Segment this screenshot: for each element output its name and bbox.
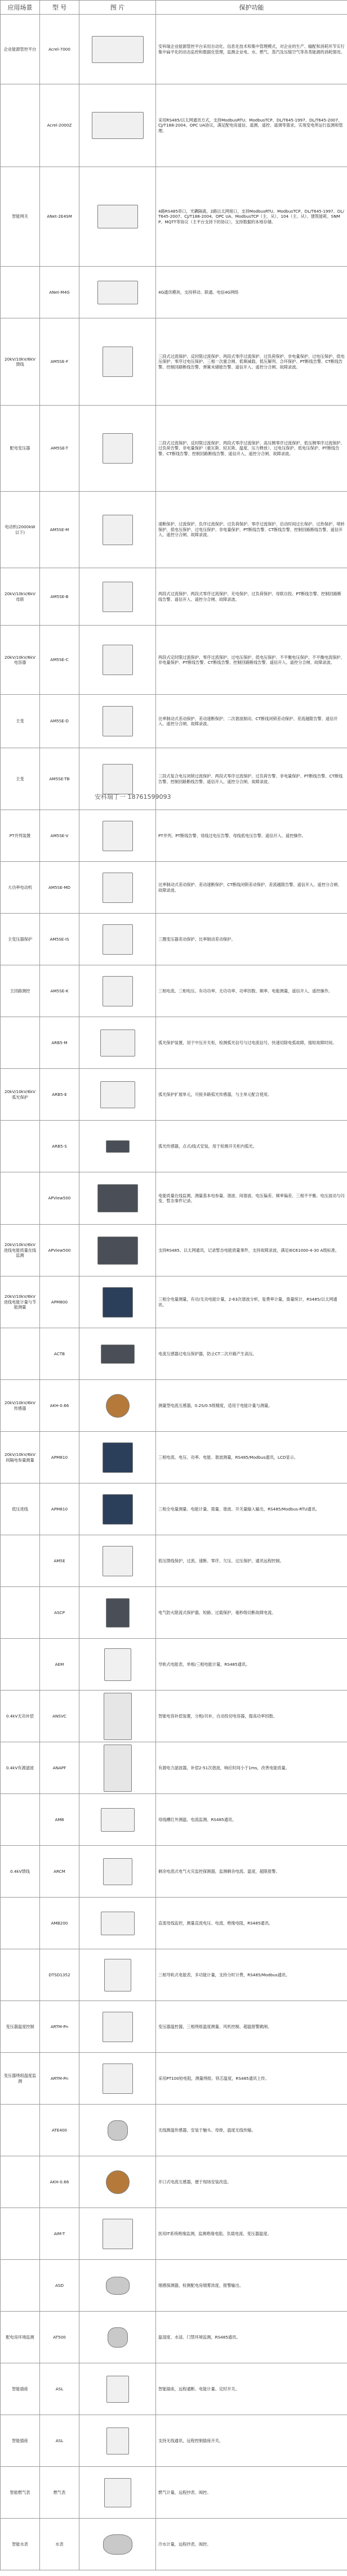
wireless-sensor-icon: [108, 2327, 128, 2348]
row-image: [79, 1587, 156, 1639]
table-row: [1, 1380, 347, 1432]
row-image: [79, 2415, 156, 2467]
row-scene: PT并列装置: [1, 810, 40, 862]
row-scene: 0.4kV馈线: [1, 1846, 40, 1898]
row-image: [79, 2156, 156, 2208]
table-row: [1, 2415, 347, 2467]
row-image: [79, 267, 156, 318]
row-function: 电能质量在线监测，测量基本电参量、谐波、间谐波、电压偏差、频率偏差、三相不平衡、电压波动与闪变、暂态事件记录。: [156, 1172, 347, 1225]
protection-relay-icon: [103, 515, 133, 545]
row-model: APM810: [40, 1483, 79, 1535]
table-row: [1, 1846, 347, 1898]
row-image: [79, 1432, 156, 1483]
row-image: [79, 1017, 156, 1069]
row-image: [79, 862, 156, 914]
row-scene: 变压器绕组温度监测: [1, 2053, 40, 2105]
row-function: 智能插座，远程通断、电能计量、定时开关。: [156, 2363, 347, 2415]
row-model: APView500: [40, 1172, 79, 1225]
row-function: 冷水计量，远程抄表、阀控。: [156, 2519, 347, 2570]
table-row: [1, 568, 347, 626]
table-row: [1, 1172, 347, 1225]
table-row: [1, 1691, 347, 1742]
table-row: [1, 267, 347, 318]
row-scene: 低压进线: [1, 1483, 40, 1535]
row-scene: [1, 1898, 40, 1949]
protection-relay-icon: [103, 645, 133, 675]
row-image: [79, 1535, 156, 1587]
gateway-module-icon: [97, 281, 138, 304]
row-function: 三相电流、三相电压、有功功率、无功功率、功率因数、频率、电能测量，遥信开入、遥控操作。: [156, 965, 347, 1017]
row-scene: 主回路测控: [1, 965, 40, 1017]
row-scene: 20kV/10kV/6kV传感器: [1, 1380, 40, 1432]
filter-cabinet-icon: [104, 1745, 132, 1792]
row-function: 支持无线通讯，远程控制插座开关。: [156, 2415, 347, 2467]
table-row: [1, 1276, 347, 1328]
row-image: [79, 1483, 156, 1535]
row-model: ARTM-Pn: [40, 2053, 79, 2105]
row-image: [79, 695, 156, 748]
table-row: [1, 318, 347, 406]
table-row: [1, 626, 347, 695]
row-function: 三相全电量测量，有功/无功电能计量，2-63次谐波分析，复费率计量，需量统计，RS485/以太网通讯。: [156, 1276, 347, 1328]
row-function: 无线测温传感器，安装于触头、母排，温度无线传输。: [156, 2105, 347, 2156]
row-model: ANet-2E4SM: [40, 167, 79, 267]
busbar-monitor-icon: [101, 1912, 135, 1935]
table-row: [1, 2105, 347, 2156]
row-scene: [1, 2208, 40, 2260]
row-function: 有源电力滤波器，补偿2-51次谐波，响应时间小于1ms，改善电能质量。: [156, 1742, 347, 1794]
row-scene: 20kV/10kV/6kV进线电能质量在线监测: [1, 1225, 40, 1276]
row-model: DTSD1352: [40, 1949, 79, 2001]
current-transformer-icon: [106, 2170, 130, 2194]
protection-relay-icon: [103, 821, 133, 851]
row-image: [79, 626, 156, 695]
row-function: 三段式复合电压闭锁过流保护、两段式零序过流保护、过负荷告警、非电量保护、PT断线告警、CT断线告警、控制回路断线告警、遥信开入、遥控分合闸、故障录波。: [156, 748, 347, 810]
table-row: [1, 2312, 347, 2363]
table-row: [1, 2053, 347, 2105]
smart-socket-icon: [106, 2376, 129, 2403]
table-row: [1, 2001, 347, 2053]
row-image: [79, 1846, 156, 1898]
row-image: [79, 2053, 156, 2105]
protection-relay-icon: [103, 347, 133, 377]
table-row: [1, 810, 347, 862]
row-function: 母线槽红外测温、电流监测、RS485通讯。: [156, 1794, 347, 1846]
row-model: ASL: [40, 2363, 79, 2415]
power-quality-icon: [97, 1184, 138, 1212]
row-model: AM5E: [40, 1535, 79, 1587]
row-model: ASL: [40, 2415, 79, 2467]
row-function: 变压器温控器，三相绕组温度测量、风机控制、超温报警跳闸。: [156, 2001, 347, 2053]
row-image: [79, 406, 156, 492]
table-row: [1, 1639, 347, 1691]
row-function: 4G通讯模块，支持移动、联通、电信4G网络: [156, 267, 347, 318]
row-function: 比率制动式差动保护、差动速断保护、CT断线闭锁差动保护、差流越限告警、遥信开入、遥控分合闸、故障录波。: [156, 862, 347, 914]
row-function: PT并列、PT断线告警、母线过电压告警、母线低电压告警、遥信开入、遥控操作。: [156, 810, 347, 862]
row-function: 开口式电流互感器，便于现场安装改造。: [156, 2156, 347, 2208]
wireless-sensor-icon: [108, 2120, 128, 2141]
row-model: ARB5-S: [40, 1121, 79, 1172]
table-row: [1, 492, 347, 568]
row-scene: [1, 267, 40, 318]
row-model: AM5SE-B: [40, 568, 79, 626]
row-model: ASCP: [40, 1587, 79, 1639]
row-scene: 主变压器保护: [1, 914, 40, 965]
row-function: 速断保护、过流保护、负序过流保护、过负荷保护、零序过流保护、启动时间过长保护、过热保护、堵转保护、低电压保护、过电压保护、非电量保护、PT断线告警、CT断线告警、控制回路断线告警、遥信开入、遥控分合闸、故障录波。: [156, 492, 347, 568]
busbar-monitor-icon: [101, 1808, 135, 1832]
row-scene: 大功率电动机: [1, 862, 40, 914]
table-row: [1, 1121, 347, 1172]
row-model: APM810: [40, 1432, 79, 1483]
row-image: [79, 965, 156, 1017]
row-function: 温湿度、水浸、门禁环境监测，RS485通讯。: [156, 2312, 347, 2363]
smoke-detector-icon: [106, 2277, 130, 2295]
row-scene: 企业能源管控平台: [1, 15, 40, 84]
row-image: [79, 914, 156, 965]
row-scene: [1, 1949, 40, 2001]
table-row: [1, 2519, 347, 2570]
row-scene: 智能网关: [1, 167, 40, 267]
row-scene: 主变: [1, 695, 40, 748]
row-model: ARCM: [40, 1846, 79, 1898]
multifunction-meter-icon: [103, 1494, 133, 1525]
protection-relay-icon: [103, 433, 133, 464]
table-row: [1, 1742, 347, 1794]
row-scene: [1, 1328, 40, 1380]
table-row: [1, 1225, 347, 1276]
table-row: [1, 2208, 347, 2260]
row-function: 三圈变压器差动保护、比率制动差动保护。: [156, 914, 347, 965]
row-model: AKH-0.66: [40, 2156, 79, 2208]
row-image: [79, 1172, 156, 1225]
row-image: [79, 2363, 156, 2415]
row-model: AM5SE-D: [40, 695, 79, 748]
row-model: AKH-0.66: [40, 1380, 79, 1432]
row-function: 电气防火限流式保护器，短路、过载保护，毫秒级切断故障电流。: [156, 1587, 347, 1639]
row-scene: 智能插座: [1, 2363, 40, 2415]
multifunction-meter-icon: [103, 1442, 133, 1473]
row-image: [79, 167, 156, 267]
current-transformer-icon: [106, 1394, 130, 1418]
protection-relay-icon: [103, 582, 133, 612]
protection-relay-icon: [103, 1546, 133, 1576]
row-model: AM5SE-IS: [40, 914, 79, 965]
row-function: 比率制动式差动保护、差动速断保护、二次谐波制动、CT断线闭锁差动保护、差流越限告警、遥信开入、遥控分合闸、故障录波。: [156, 695, 347, 748]
gateway-module-icon: [97, 205, 138, 228]
row-scene: 智能插座: [1, 2415, 40, 2467]
header-image: 图 片: [79, 1, 156, 15]
temperature-meter-icon: [103, 2012, 133, 2042]
protection-relay-icon: [103, 764, 133, 794]
server-rack-icon: [92, 112, 144, 139]
row-scene: [1, 1794, 40, 1846]
row-image: [79, 1225, 156, 1276]
row-scene: 智能燃气表: [1, 2467, 40, 2519]
row-scene: 主变: [1, 748, 40, 810]
row-scene: 20kV/10kV/6kV电容器: [1, 626, 40, 695]
table-row: [1, 167, 347, 267]
row-function: 采用PT100铂电阻，测量绕组、铁芯温度，RS485通讯上传。: [156, 2053, 347, 2105]
row-function: 弧光保护扩展单元，可接多路弧光传感器，与主单元配合使用。: [156, 1069, 347, 1121]
row-model: AMB: [40, 1794, 79, 1846]
row-function: 电流互感器过电压保护器，防止CT二次开路产生高压。: [156, 1328, 347, 1380]
row-model: APM800: [40, 1276, 79, 1328]
table-row: [1, 1535, 347, 1587]
watermark: 安科瑞丁一 18761599093: [95, 793, 171, 801]
row-scene: [1, 1587, 40, 1639]
arc-protection-icon: [100, 1081, 135, 1108]
row-image: [79, 1069, 156, 1121]
row-scene: [1, 2105, 40, 2156]
row-image: [79, 1121, 156, 1172]
row-model: 水表: [40, 2519, 79, 2570]
row-model: ARTM-Pn: [40, 2001, 79, 2053]
row-scene: 0.4kV无功补偿: [1, 1691, 40, 1742]
row-model: APView500: [40, 1225, 79, 1276]
table-row: [1, 1898, 347, 1949]
row-function: 两段式定时限过流保护、零序过流保护、过电压保护、低电压保护、不平衡电压保护、不平衡电流保护、非电量保护、PT断线告警、CT断线告警、控制回路断线告警、遥信开入、遥控分合闸、故障录波。: [156, 626, 347, 695]
row-model: 燃气表: [40, 2467, 79, 2519]
table-header-row: [1, 1, 347, 15]
row-scene: 20kV/10kV/6kV馈线: [1, 318, 40, 406]
row-model: ARB5-M: [40, 1017, 79, 1069]
row-function: 医用IT系统绝缘监测，监测绝缘电阻、负载电流、变压器温度。: [156, 2208, 347, 2260]
table-row: [1, 695, 347, 748]
protection-relay-icon: [103, 976, 133, 1006]
row-image: [79, 15, 156, 84]
row-scene: 0.4kV有源滤波: [1, 1742, 40, 1794]
row-scene: 智能水表: [1, 2519, 40, 2570]
row-function: 弧光保护装置，用于中压开关柜，检测弧光信号与过电流信号，快速切除电弧故障，缩短故障时间。: [156, 1017, 347, 1069]
row-scene: 变压器温度控制: [1, 2001, 40, 2053]
row-scene: [1, 2260, 40, 2312]
row-image: [79, 2105, 156, 2156]
table-row: [1, 2260, 347, 2312]
table-row: [1, 2467, 347, 2519]
row-image: [79, 1742, 156, 1794]
row-function: 采用RS485/以太网通讯方式，支持ModbusRTU、ModbusTCP、DL/T645-1997、DL/T645-2007、CJ/T188-2004、OPC UA协议，满足配电房遥信、遥测、遥控、遥调等需求，实现变电所运行监测和管理。: [156, 84, 347, 167]
row-model: ANSVC: [40, 1691, 79, 1742]
insulation-monitor-icon: [103, 2219, 133, 2249]
row-model: AIM-T: [40, 2208, 79, 2260]
row-function: 直流母线监控，测量直流电压、电流、绝缘电阻，RS485通讯。: [156, 1898, 347, 1949]
protection-relay-icon: [103, 924, 133, 955]
power-quality-icon: [97, 1237, 138, 1265]
row-function: 低压馈线保护，过流、速断、零序、欠压、过压保护，通讯远程控制。: [156, 1535, 347, 1587]
row-model: ACTB: [40, 1328, 79, 1380]
row-function: 两段式过流保护、两段式零序过流保护、充电保护、过负荷保护、母联自投、PT断线告警、控制回路断线告警、遥信开入、遥控分合闸、故障录波。: [156, 568, 347, 626]
row-scene: 20kV/10kV/6kV间隔电参量测量: [1, 1432, 40, 1483]
row-image: [79, 1328, 156, 1380]
row-image: [79, 1949, 156, 2001]
row-image: [79, 1691, 156, 1742]
row-function: 支持RS485、以太网通讯，记录暂态电能质量事件，支持故障录波，满足IEC61000-4-30 A级标准。: [156, 1225, 347, 1276]
row-image: [79, 84, 156, 167]
table-row: [1, 1949, 347, 2001]
residual-current-icon: [103, 1858, 132, 1885]
smart-socket-icon: [106, 2427, 129, 2454]
table-row: [1, 2363, 347, 2415]
row-image: [79, 2208, 156, 2260]
row-model: Acrel-2000Z: [40, 84, 79, 167]
row-model: AM5SE-TB: [40, 748, 79, 810]
row-model: AM5SE-MD: [40, 862, 79, 914]
row-image: [79, 492, 156, 568]
row-model: ATE400: [40, 2105, 79, 2156]
table-row: [1, 2156, 347, 2208]
row-image: [79, 2001, 156, 2053]
row-model: AMB200: [40, 1898, 79, 1949]
header-model: 型 号: [40, 1, 79, 15]
table-row: [1, 15, 347, 84]
energy-meter-icon: [104, 1959, 131, 1991]
row-function: 燃气计量，远程抄表、阀控。: [156, 2467, 347, 2519]
row-model: ASD: [40, 2260, 79, 2312]
row-function: 智能电容补偿装置，分相/共补，自动投切电容器，提高功率因数。: [156, 1691, 347, 1742]
row-model: AM5SE-T: [40, 406, 79, 492]
row-model: AT500: [40, 2312, 79, 2363]
row-function: 三相导轨式电能表，多功能计量，支持分时计费，RS485/Modbus通讯。: [156, 1949, 347, 2001]
row-scene: [1, 1121, 40, 1172]
table-row: [1, 965, 347, 1017]
surge-protector-icon: [106, 1598, 130, 1628]
ct-protector-icon: [101, 1345, 135, 1364]
row-scene: [1, 1017, 40, 1069]
multifunction-meter-icon: [103, 1287, 133, 1318]
row-model: AM5SE-K: [40, 965, 79, 1017]
table-row: [1, 84, 347, 167]
row-model: ARB5-E: [40, 1069, 79, 1121]
row-scene: 电动机(2000kW以下): [1, 492, 40, 568]
capacitor-cabinet-icon: [104, 1693, 132, 1740]
temperature-meter-icon: [103, 2064, 133, 2094]
row-image: [79, 1639, 156, 1691]
table-row: [1, 1328, 347, 1380]
row-function: 导轨式电能表，单相/三相电能计量，RS485通讯。: [156, 1639, 347, 1691]
row-scene: 20kV/10kV/6kV进线电能计量与节能测量: [1, 1276, 40, 1328]
protection-relay-icon: [103, 873, 133, 903]
table-row: [1, 1587, 347, 1639]
row-image: [79, 1794, 156, 1846]
row-image: [79, 1276, 156, 1328]
row-model: AM5SE-M: [40, 492, 79, 568]
row-function: 剩余电流式电气火灾监控探测器，监测剩余电流、温度，超限报警。: [156, 1846, 347, 1898]
row-function: 4路RS485串口，光耦隔离，2路以太网接口，支持ModbusRTU、ModbusTCP、DL/T645-1997、DL/T645-2007、CJ/T188-2004、OPC UA、ModbusTCP（主、从）、104（主、从）、建筑能耗、SNMP、MQTT等协议（主平台支持下的协议），支持数据的本地存储。: [156, 167, 347, 267]
row-model: ANAPF: [40, 1742, 79, 1794]
row-image: [79, 810, 156, 862]
row-image: [79, 1380, 156, 1432]
row-scene: [1, 1639, 40, 1691]
row-function: 弧光传感器，点式/线式安装，用于检测开关柜内弧光。: [156, 1121, 347, 1172]
row-scene: [1, 1535, 40, 1587]
row-scene: 20kV/10kV/6kV弧光保护: [1, 1069, 40, 1121]
table-row: [1, 1069, 347, 1121]
row-image: [79, 2467, 156, 2519]
row-model: ANet-M4G: [40, 267, 79, 318]
row-image: [79, 2260, 156, 2312]
table-row: [1, 748, 347, 810]
row-function: 三相电流、电压、功率、电能、谐波测量，RS485/Modbus通讯，LCD显示。: [156, 1432, 347, 1483]
row-model: AM5SE-V: [40, 810, 79, 862]
row-model: AM5SE-F: [40, 318, 79, 406]
table-row: [1, 862, 347, 914]
table-row: [1, 1483, 347, 1535]
table-row: [1, 914, 347, 965]
row-function: 三相全电量测量、电能计量、需量、谐波、开关量输入输出，RS485/Modbus-RTU通讯。: [156, 1483, 347, 1535]
row-image: [79, 2519, 156, 2570]
row-scene: [1, 84, 40, 167]
row-scene: 配电变压器: [1, 406, 40, 492]
water-meter-icon: [103, 2534, 132, 2555]
row-image: [79, 568, 156, 626]
arc-protection-icon: [100, 1029, 135, 1057]
gas-meter-icon: [104, 2478, 131, 2507]
row-model: Acrel-7000: [40, 15, 79, 84]
row-scene: 配电房环境监测: [1, 2312, 40, 2363]
row-image: [79, 318, 156, 406]
row-function: 测量型电流互感器，0.2S/0.5级精度，适用于电能计量与测量。: [156, 1380, 347, 1432]
arc-sensor-icon: [106, 1140, 130, 1153]
row-model: AM5SE-C: [40, 626, 79, 695]
row-scene: 20kV/10kV/6kV母联: [1, 568, 40, 626]
header-scene: 应用场景: [1, 1, 40, 15]
table-row: [1, 1432, 347, 1483]
energy-meter-icon: [104, 1648, 131, 1681]
row-scene: [1, 2156, 40, 2208]
row-scene: [1, 1172, 40, 1225]
table-row: [1, 406, 347, 492]
protection-relay-icon: [103, 706, 133, 736]
row-function: 烟感探测器，检测配电房烟雾浓度，报警输出。: [156, 2260, 347, 2312]
row-function: 安科瑞企业能源管控平台采用自动化、信息化技术和集中管理模式，对企业的生产、输配和消耗环节实行集中扁平化的动态监控和数据化管理，监测企业电、水、燃气、蒸汽及压缩空气等各类能源的消耗情况。: [156, 15, 347, 84]
header-function: 保护功能: [156, 1, 347, 15]
server-rack-icon: [92, 36, 144, 63]
row-image: [79, 1898, 156, 1949]
table-row: [1, 1017, 347, 1069]
row-function: 三段式过流保护、反时限过流保护、两段式零序过流保护、高压侧零序过流保护、低压侧零序过流保护、过负荷告警、非电量保护（重瓦斯、轻瓦斯、温度、压力释放）、过电压保护、低电压保护、PT断线告警、CT断线告警、控制回路断线告警、遥信开入、遥控分合闸、故障录波。: [156, 406, 347, 492]
row-model: AEM: [40, 1639, 79, 1691]
row-function: 三段式过流保护、反时限过流保护、两段式零序过流保护、过负荷保护、非电量保护、过电压保护、低电压保护、零序过电压保护、三相一次重合闸、低频减载、低压解列、合环保护、PT断线告警、CT断线告警、控制回路断线告警、弹簧未储能告警、遥信开入、遥控分合闸、故障录波。: [156, 318, 347, 406]
row-image: [79, 2312, 156, 2363]
table-row: [1, 1794, 347, 1846]
